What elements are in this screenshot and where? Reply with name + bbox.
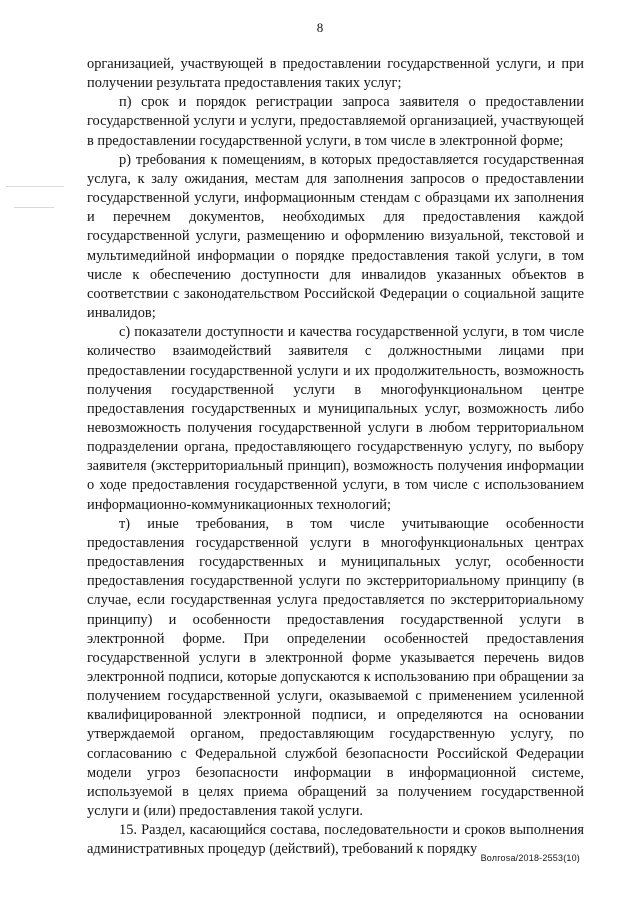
scan-artifact <box>14 207 54 208</box>
paragraph: п) срок и порядок регистрации запроса заявителя о предоставлении государственной услуги и услуги, предоставляемой организацией, участвующей в предоставлении государственной услуги, в том числе в электронной форме; <box>87 94 584 149</box>
paragraph: р) требования к помещениям, в которых предоставляется государственная услуга, к залу ожидания, местам для заполнения запросов о предоставлении государственной услуги, информационным стендам с образцами их заполнения и перечнем документов, необходимых для предоставления каждой государственной услуги, размещению и оформлению визуальной, текстовой и мультимедийной информации о порядке предоставления такой услуги, в том числе к обеспечению доступности для инвалидов указанных объектов в соответствии с законодательством Российской Федерации о социальной защите инвалидов; <box>87 151 584 322</box>
document-code: Волгоsa/2018-2553(10) <box>480 853 580 863</box>
scan-artifact <box>6 186 64 187</box>
paragraph: 15. Раздел, касающийся состава, последовательности и сроков выполнения административных процедур (действий), требований к порядку <box>87 822 584 858</box>
paragraph: с) показатели доступности и качества государственной услуги, в том числе количество взаимодействий заявителя с должностными лицами при предоставлении государственной услуги и их продолжительность, возможность получения государственной услуги в многофункциональном центре предоставления государственных и муниципальных услуг, возможность либо невозможность получения государственной услуги в любом территориальном подразделении органа, предоставляющего государственную услугу, по выбору заявителя (экстерриториальный принцип), возможность получения информации о ходе предоставления государственной услуги, в том числе с использованием информационно-коммуникационных технологий; <box>87 324 584 513</box>
page-number: 8 <box>316 20 324 35</box>
document-body <box>87 55 584 860</box>
paragraph: организацией, участвующей в предоставлении государственной услуги, и при получении результата предоставления таких услуг; <box>87 56 584 92</box>
paragraph: т) иные требования, в том числе учитывающие особенности предоставления государственной услуги в многофункциональных центрах предоставления государственных и муниципальных услуг, особенности предоставления государственной услуги по экстерриториальному принципу (в случае, если государственная услуга предоставляется по экстерриториальному принципу) и особенности предоставления государственной услуги в электронной форме. При определении особенностей предоставления государственной услуги в электронной форме указывается перечень видов электронной подписи, которые допускаются к использованию при обращении за получением государственной услуги, оказываемой с применением усиленной квалифицированной электронной подписи, и определяются на основании утверждаемой органом, предоставляющим государственную услугу, по согласованию с Федеральной службой безопасности Российской Федерации модели угроз безопасности информации в информационной системе, используемой в целях приема обращений за получением государственной услуги и (или) предоставления такой услуги. <box>87 515 584 820</box>
